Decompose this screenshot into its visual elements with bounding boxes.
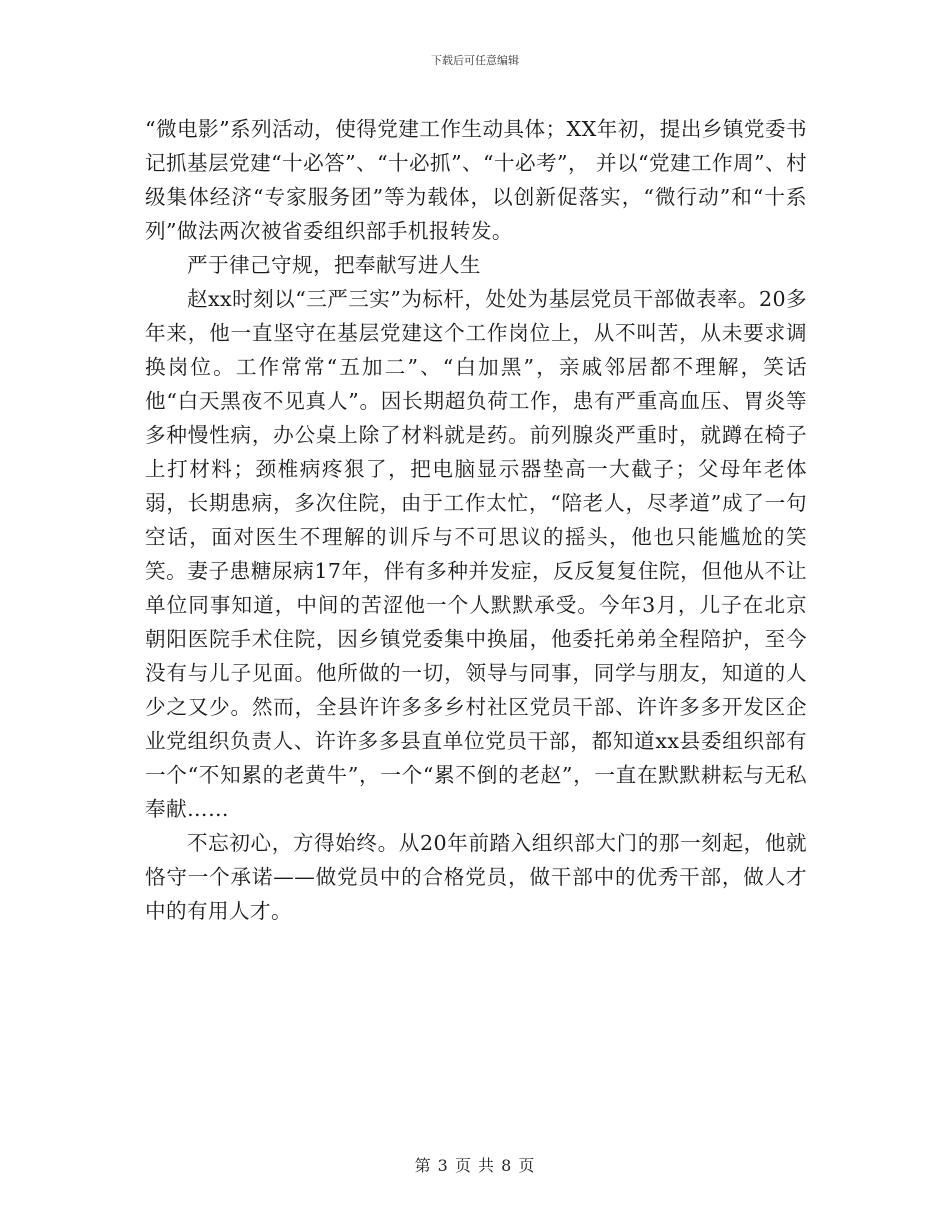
paragraph-continuation: “微电影”系列活动，使得党建工作生动具体；XX年初，提出乡镇党委书记抓基层党建“十必答”、“十必抓”、“十必考”， 并以“党建工作周”、村级集体经济“专家服务团”等为载体，以创新促落实，“微行动”和“十系列”做法两次被省委组织部手机报转发。 (145, 117, 807, 243)
paragraph: 赵xx时刻以“三严三实”为标杆，处处为基层党员干部做表率。20多年来，他一直坚守在基层党建这个工作岗位上，从不叫苦，从未要求调换岗位。工作常常“五加二”、“白加黑”，亲戚邻居都不理解，笑话他“白天黑夜不见真人”。因长期超负荷工作，患有严重高血压、胃炎等多种慢性病，办公桌上除了材料就是药。前列腺炎严重时，就蹲在椅子上打材料；颈椎病疼狠了，把电脑显示器垫高一大截子；父母年老体弱，长期患病，多次住院，由于工作太忙，“陪老人，尽孝道”成了一句空话，面对医生不理解的训斥与不可思议的摇头，他也只能尴尬的笑笑。妻子患糖尿病17年，伴有多种并发症，反反复复住院，但他从不让单位同事知道，中间的苦涩他一个人默默承受。今年3月，儿子在北京朝阳医院手术住院，因乡镇党委集中换届，他委托弟弟全程陪护，至今没有与儿子见面。他所做的一切，领导与同事，同学与朋友，知道的人少之又少。然而，全县许许多多乡村社区党员干部、许许多多开发区企业党组织负责人、许许多多县直单位党员干部，都知道xx县委组织部有一个“不知累的老黄牛”，一个“累不倒的老赵”，一直在默默耕耘与无私奉献…… (145, 287, 807, 821)
section-heading: 严于律己守规，把奉献写进人生 (187, 253, 481, 277)
page-header: 下载后可任意编辑 (431, 54, 519, 67)
paragraph: 不忘初心，方得始终。从20年前踏入组织部大门的那一刻起，他就恪守一个承诺——做党员中的合格党员，做干部中的优秀干部，做人才中的有用人才。 (145, 831, 807, 923)
page-footer: 第 3 页 共 8 页 (414, 1156, 536, 1175)
document-body (145, 112, 807, 928)
